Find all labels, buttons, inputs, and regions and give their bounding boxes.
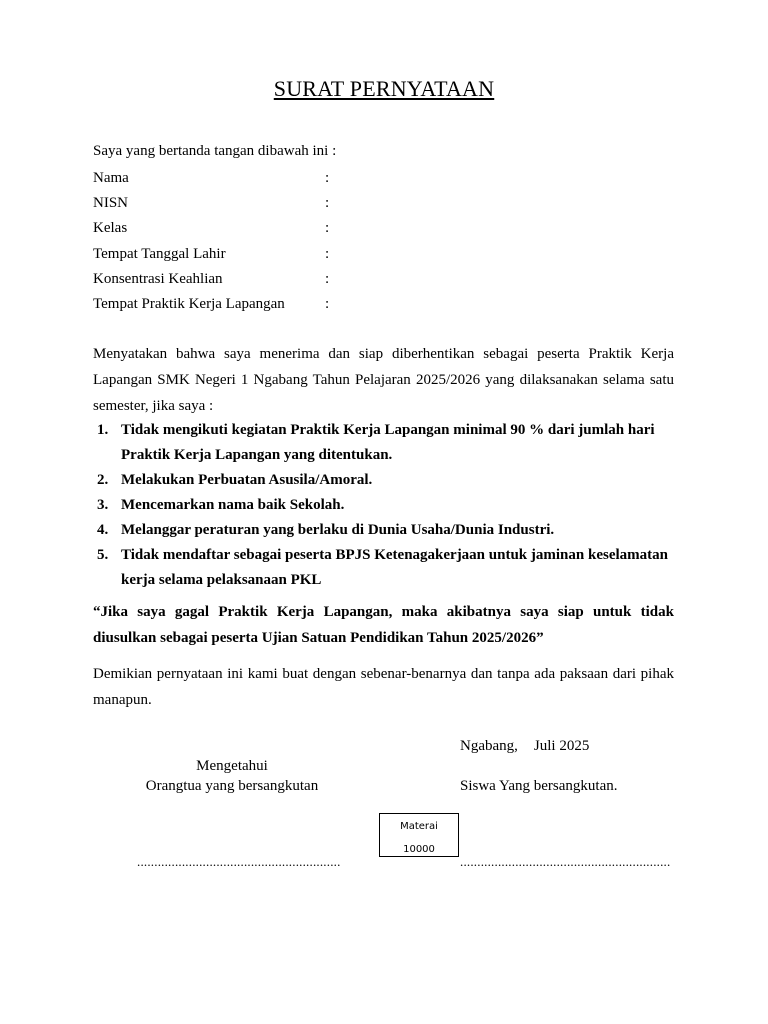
- list-item: [93, 518, 674, 543]
- list-item: [93, 468, 674, 493]
- knowing-label: Mengetahui: [196, 758, 268, 774]
- student-signature-label: Siswa Yang bersangkutan.: [460, 778, 618, 794]
- list-item: [93, 493, 674, 518]
- place-date: [460, 738, 589, 755]
- field-label: Nama: [93, 170, 129, 186]
- field-colon: :: [325, 295, 330, 312]
- list-number: 3.: [97, 497, 109, 513]
- closing-paragraph: Demikian pernyataan ini kami buat dengan sebenar-benarnya dan tanpa ada paksaan dari pihak manapun.: [93, 666, 674, 708]
- consequence-quote: “Jika saya gagal Praktik Kerja Lapangan, maka akibatnya saya siap untuk tidak diusulkan sebagai peserta Ujian Satuan Pendidikan Tahun 2025/2026”: [93, 604, 674, 646]
- field-colon: :: [325, 245, 330, 262]
- document-title: SURAT PERNYATAAN: [273, 76, 495, 101]
- stamp-label: Materai: [400, 821, 438, 832]
- place-text: Ngabang,: [460, 738, 518, 754]
- student-signature-line: .............................................................: [460, 854, 671, 869]
- list-item: [93, 418, 674, 468]
- statement-paragraph: Menyatakan bahwa saya menerima dan siap diberhentikan sebagai peserta Praktik Kerja Lapangan SMK Negeri 1 Ngabang Tahun Pelajaran 2025/2026 yang dilaksanakan selama satu semester, jika saya :: [93, 346, 674, 414]
- list-text: Tidak mendaftar sebagai peserta BPJS Ketenagakerjaan untuk jaminan keselamatan kerja selama pelaksanaan PKL: [121, 547, 668, 588]
- field-label: Kelas: [93, 220, 128, 237]
- list-text: Melanggar peraturan yang berlaku di Dunia Usaha/Dunia Industri.: [121, 522, 555, 538]
- list-number: 5.: [97, 547, 109, 563]
- intro-text: Saya yang bertanda tangan dibawah ini :: [93, 143, 337, 159]
- date-text: Juli 2025: [533, 738, 590, 754]
- conditions-list: [93, 418, 674, 593]
- list-number: 1.: [97, 422, 109, 438]
- field-label: Tempat Praktik Kerja Lapangan: [93, 295, 285, 312]
- field-colon: :: [325, 270, 330, 287]
- field-colon: :: [325, 195, 330, 212]
- list-item: [93, 543, 674, 593]
- field-colon: :: [325, 220, 330, 237]
- list-text: Mencemarkan nama baik Sekolah.: [121, 497, 345, 513]
- stamp-value: 10000: [403, 844, 435, 855]
- parent-signature-label: Orangtua yang bersangkutan: [145, 778, 319, 794]
- field-label: Konsentrasi Keahlian: [93, 270, 223, 287]
- parent-signature-line: ...........................................................: [137, 854, 341, 869]
- field-colon: :: [325, 170, 330, 186]
- list-text: Melakukan Perbuatan Asusila/Amoral.: [121, 472, 373, 488]
- list-text: Tidak mengikuti kegiatan Praktik Kerja Lapangan minimal 90 % dari jumlah hari Praktik Kerja Lapangan yang ditentukan.: [121, 422, 655, 463]
- list-number: 2.: [97, 472, 109, 488]
- field-label: NISN: [93, 195, 129, 212]
- field-label: Tempat Tanggal Lahir: [93, 245, 226, 262]
- list-number: 4.: [97, 522, 109, 538]
- stamp-box: [379, 813, 459, 857]
